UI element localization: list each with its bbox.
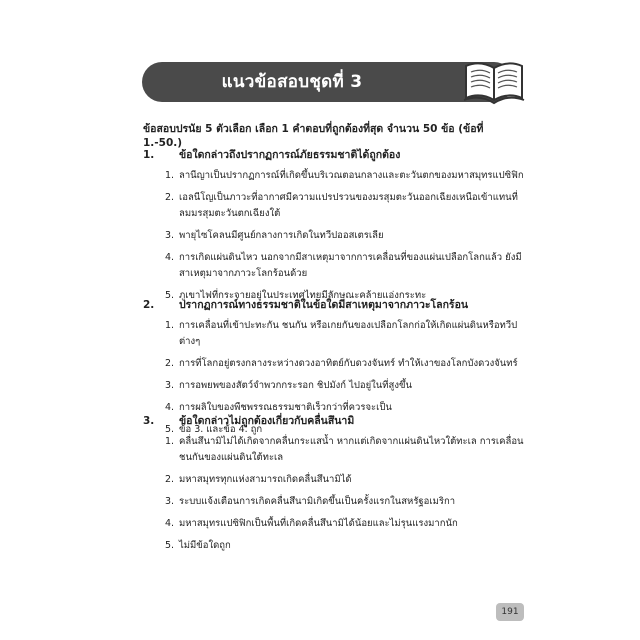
- option-number: 4.: [165, 402, 175, 413]
- option-item: [165, 228, 525, 244]
- option-text: คลื่นสึนามิไม่ได้เกิดจากคลื่นกระแสน้ำ หากแต่เกิดจากแผ่นดินไหวใต้ทะเล การเคลื่อนชนกันของแผ่นดินใต้ทะเล: [179, 436, 524, 463]
- option-number: 4.: [165, 252, 175, 263]
- question-number: 2.: [143, 299, 155, 311]
- question-text: ปรากฏการณ์ทางธรรมชาติในข้อใดมีสาเหตุมาจากภาวะโลกร้อน: [179, 299, 469, 311]
- option-text: มหาสมุทรทุกแห่งสามารถเกิดคลื่นสึนามิได้: [179, 474, 352, 485]
- question-text: ข้อใดกล่าวถึงปรากฏการณ์ภัยธรรมชาติได้ถูกต้อง: [179, 149, 401, 161]
- option-number: 2.: [165, 358, 175, 369]
- option-text: การที่โลกอยู่ตรงกลางระหว่างดวงอาทิตย์กับดวงจันทร์ ทำให้เงาของโลกบังดวงจันทร์: [179, 358, 518, 369]
- option-item: [165, 356, 525, 372]
- option-text: ระบบแจ้งเตือนการเกิดคลื่นสึนามิเกิดขึ้นเป็นครั้งแรกในสหรัฐอเมริกา: [179, 496, 456, 507]
- option-text: มหาสมุทรแปซิฟิกเป็นพื้นที่เกิดคลื่นสึนามิได้น้อยและไม่รุนแรงมากนัก: [179, 518, 458, 529]
- exam-instructions: ข้อสอบปรนัย 5 ตัวเลือก เลือก 1 คำตอบที่ถูกต้องที่สุด จำนวน 50 ข้อ (ข้อที่ 1.-50.): [143, 123, 484, 149]
- section-banner: [142, 62, 514, 102]
- option-number: 3.: [165, 230, 175, 241]
- question-text: ข้อใดกล่าวไม่ถูกต้องเกี่ยวกับคลื่นสึนามิ: [179, 415, 355, 427]
- option-item: [165, 168, 525, 184]
- option-list: [165, 168, 525, 310]
- option-number: 3.: [165, 496, 175, 507]
- option-number: 5.: [165, 290, 175, 301]
- option-text: การอพยพของสัตว์จำพวกกระรอก ชิปมังก์ ไปอยู่ในที่สูงขึ้น: [179, 380, 412, 391]
- option-number: 1.: [165, 436, 175, 447]
- option-item: [165, 434, 525, 466]
- option-item: [165, 494, 525, 510]
- option-text: การผลิใบของพืชพรรณธรรมชาติเร็วกว่าที่ควรจะเป็น: [179, 402, 392, 413]
- option-item: [165, 472, 525, 488]
- question-number: 1.: [143, 149, 155, 161]
- option-text: ภูเขาไฟที่กระจายอยู่ในประเทศไทยมีลักษณะคล้ายแอ่งกระทะ: [179, 290, 427, 301]
- option-text: เอลนีโญเป็นภาวะที่อากาศมีความแปรปรวนของมรสุมตะวันออกเฉียงเหนือเข้าแทนที่ลมมรสุมตะวันตกเฉียงใต้: [179, 192, 518, 219]
- option-number: 5.: [165, 540, 175, 551]
- option-item: [165, 538, 525, 554]
- page-title: แนวข้อสอบชุดที่ 3: [221, 72, 363, 92]
- option-number: 1.: [165, 320, 175, 331]
- option-item: [165, 318, 525, 350]
- option-item: [165, 516, 525, 532]
- option-number: 4.: [165, 518, 175, 529]
- option-number: 2.: [165, 474, 175, 485]
- option-text: พายุไซโคลนมีศูนย์กลางการเกิดในทวีปออสเตรเลีย: [179, 230, 384, 241]
- option-text: ลานีญาเป็นปรากฏการณ์ที่เกิดขึ้นบริเวณตอนกลางและตะวันตกของมหาสมุทรแปซิฟิก: [179, 170, 524, 181]
- page-number-badge: 191: [496, 603, 524, 621]
- option-number: 1.: [165, 170, 175, 181]
- option-item: [165, 190, 525, 222]
- option-text: การเกิดแผ่นดินไหว นอกจากมีสาเหตุมาจากการเคลื่อนที่ของแผ่นเปลือกโลกแล้ว ยังมีสาเหตุมาจากภาวะโลกร้อนด้วย: [179, 252, 522, 279]
- option-number: 5.: [165, 424, 175, 435]
- option-text: การเคลื่อนที่เข้าปะทะกัน ชนกัน หรือเกยกันของเปลือกโลกก่อให้เกิดแผ่นดินหรือทวีปต่างๆ: [179, 320, 518, 347]
- option-text: ไม่มีข้อใดถูก: [179, 540, 231, 551]
- option-item: [165, 250, 525, 282]
- question-number: 3.: [143, 415, 155, 427]
- option-text: ข้อ 3. และข้อ 4. ถูก: [179, 424, 263, 435]
- option-number: 2.: [165, 192, 175, 203]
- open-book-icon: [462, 56, 526, 106]
- option-number: 3.: [165, 380, 175, 391]
- option-item: [165, 378, 525, 394]
- option-list: [165, 434, 525, 560]
